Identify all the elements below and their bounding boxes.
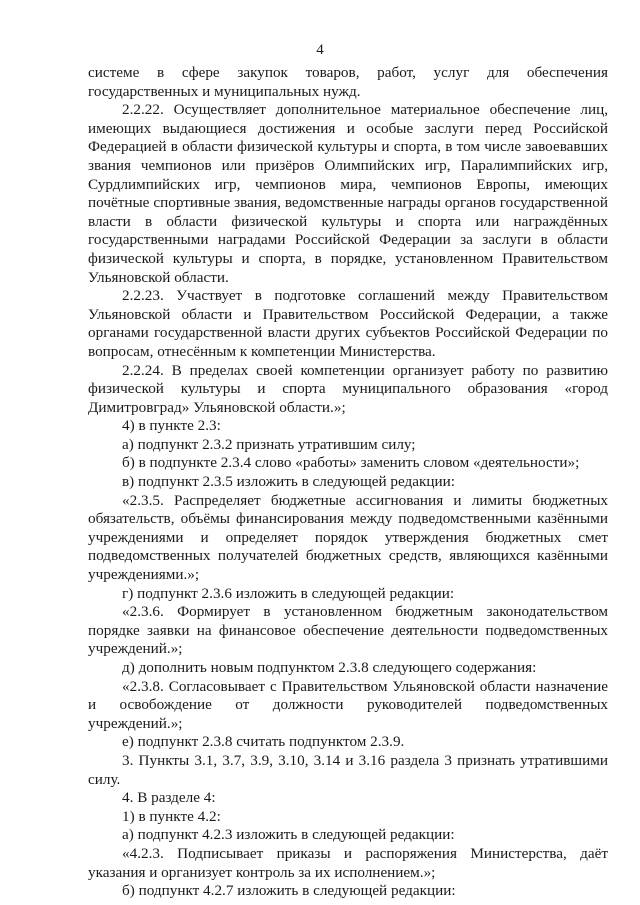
document-body [88,64,608,901]
paragraph-item-4: 4) в пункте 2.3: [122,417,221,435]
paragraph-3: 3. Пункты 3.1, 3.7, 3.9, 3.10, 3.14 и 3.16 раздела 3 признать утратившими силу. [88,751,608,788]
paragraph-2-3-6-quote: «2.3.6. Формирует в установленном бюджетным законодательством порядке заявки на финансовое обеспечение деятельности подведомственных учреждений.»; [88,603,608,658]
paragraph-4-item-b: б) подпункт 4.2.7 изложить в следующей редакции: [122,882,456,900]
paragraph-2-3-5-quote: «2.3.5. Распределяет бюджетные ассигнования и лимиты бюджетных обязательств, объёмы финансирования между подведомственными казёнными учреждениями и определяет порядок утверждения бюджетных смет подведомственных получателей бюджетных средств, являющихся казёнными учреждениями.»; [88,491,608,584]
paragraph-item-v: в) подпункт 2.3.5 изложить в следующей редакции: [122,473,456,491]
paragraph-2-2-23: 2.2.23. Участвует в подготовке соглашений между Правительством Ульяновской области и Правительством Российской Федерации, а также органами государственной власти других субъектов Российской Федерации по вопросам, отнесённым к компетенции Министерства. [88,287,608,360]
paragraph-item-a: а) подпункт 2.3.2 признать утратившим силу; [122,435,416,453]
paragraph-2-2-22: 2.2.22. Осуществляет дополнительное материальное обеспечение лиц, имеющих выдающиеся достижения и особые заслуги перед Российской Федерацией в области физической культуры и спорта, в том числе завоевавших звания чемпионов или призёров Олимпийских игр, Паралимпийских игр, Сурдлимпийских игр, чемпионов мира, чемпионов Европы, имеющих почётные спортивные звания, ведомственные награды органов государственной власти в области физической культуры и спорта или награждённых государственными наградами Российской Федерации за заслуги в области физической культуры и спорта, в порядке, установленном Правительством Ульяновской области. [88,101,608,286]
paragraph-4-item-1: 1) в пункте 4.2: [122,807,221,825]
paragraph-item-b: б) в подпункте 2.3.4 слово «работы» заменить словом «деятельности»; [122,454,580,472]
paragraph-continuation: системе в сфере закупок товаров, работ, услуг для обеспечения государственных и муниципальных нужд. [88,64,608,100]
page-number: 4 [316,42,324,58]
paragraph-4-2-3-quote: «4.2.3. Подписывает приказы и распоряжения Министерства, даёт указания и организует контроль за их исполнением.»; [88,844,608,881]
paragraph-item-g: г) подпункт 2.3.6 изложить в следующей редакции: [122,584,455,602]
paragraph-2-3-8-quote: «2.3.8. Согласовывает с Правительством Ульяновской области назначение и освобождение от должности руководителей подведомственных учреждений.»; [88,677,608,732]
paragraph-2-2-24: 2.2.24. В пределах своей компетенции организует работу по развитию физической культуры и спорта муниципального образования «город Димитровград» Ульяновской области.»; [88,361,608,416]
paragraph-item-e: е) подпункт 2.3.8 считать подпунктом 2.3.9. [122,733,405,751]
paragraph-4: 4. В разделе 4: [122,789,216,807]
paragraph-item-d: д) дополнить новым подпунктом 2.3.8 следующего содержания: [122,659,537,676]
paragraph-4-item-a: а) подпункт 4.2.3 изложить в следующей редакции: [122,826,455,844]
